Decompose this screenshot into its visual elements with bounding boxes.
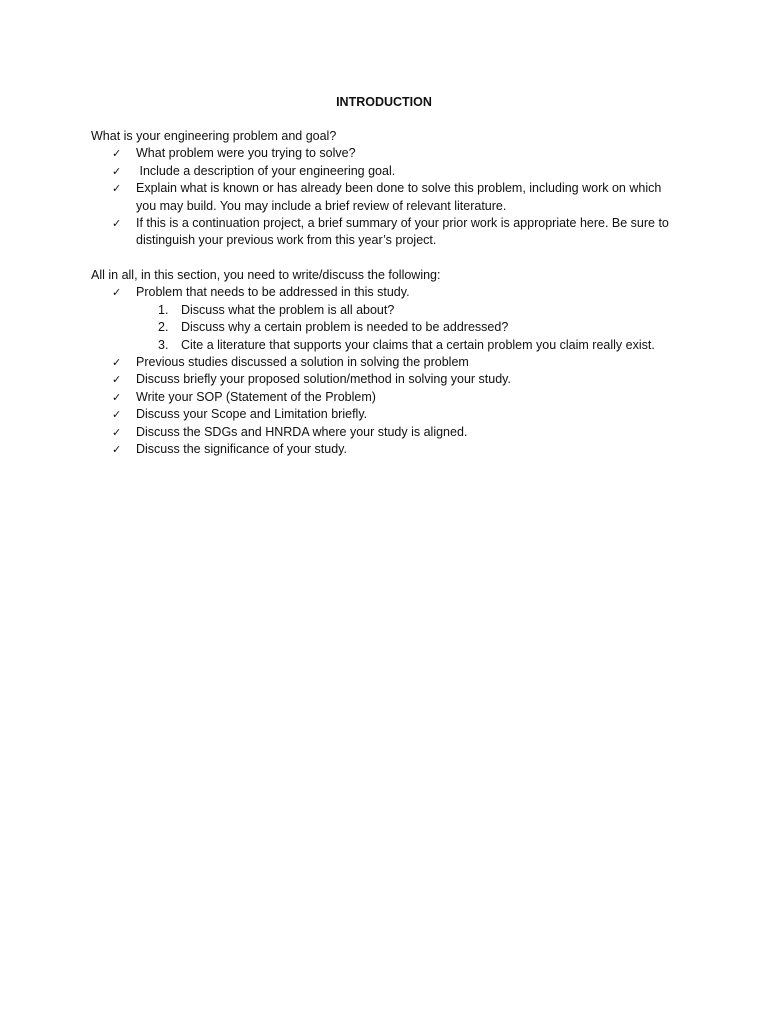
- checklist-item: [91, 163, 691, 180]
- checklist-item: [91, 145, 691, 162]
- section-engineering-problem: [91, 128, 691, 250]
- checkmark-icon: ✓: [112, 373, 122, 387]
- checklist-item: [91, 180, 691, 215]
- checklist-item-text: Problem that needs to be addressed in this study.: [136, 285, 410, 300]
- checkmark-icon: ✓: [112, 390, 122, 404]
- checklist-item-text: What problem were you trying to solve?: [136, 146, 356, 161]
- numbered-list: [91, 302, 691, 354]
- checklist-item: [91, 284, 691, 301]
- checklist-item-text: Write your SOP (Statement of the Problem): [136, 389, 376, 404]
- checklist-item: [91, 215, 691, 250]
- checkmark-icon: ✓: [112, 356, 122, 370]
- checkmark-icon: ✓: [112, 164, 122, 178]
- checklist-item: [91, 406, 691, 423]
- checkmark-icon: ✓: [112, 217, 122, 231]
- checklist-item-text: Discuss your Scope and Limitation briefly.: [136, 407, 368, 422]
- item-number: 2.: [158, 320, 169, 335]
- checkmark-icon: ✓: [112, 182, 122, 196]
- page-title: INTRODUCTION: [336, 95, 432, 109]
- checkmark-icon: ✓: [112, 443, 122, 457]
- checklist-item: [91, 424, 691, 441]
- checklist-item-text: Include a description of your engineering goal.: [136, 163, 396, 178]
- checklist-item: [91, 441, 691, 458]
- checklist-item-text: Discuss the SDGs and HNRDA where your study is aligned.: [136, 424, 468, 439]
- numbered-item-text: Cite a literature that supports your claims that a certain problem you claim really exist.: [181, 337, 655, 352]
- checklist-item-text: Discuss the significance of your study.: [136, 442, 347, 457]
- numbered-item-text: Discuss what the problem is all about?: [181, 302, 395, 317]
- checklist-item-text: Explain what is known or has already been done to solve this problem, including work on which you may build. You may include a brief review of relevant literature.: [136, 181, 662, 213]
- numbered-item-text: Discuss why a certain problem is needed to be addressed?: [181, 320, 509, 335]
- checklist-item-text: If this is a continuation project, a brief summary of your prior work is appropriate here. Be sure to distinguish your previous work from this year’s project.: [136, 216, 669, 248]
- checklist-item: [91, 371, 691, 388]
- numbered-item: [91, 319, 691, 336]
- checklist: [91, 145, 691, 249]
- checklist-item-text: Previous studies discussed a solution in solving the problem: [136, 355, 469, 370]
- section-lead: What is your engineering problem and goal?: [91, 129, 337, 143]
- checklist-item: [91, 354, 691, 371]
- numbered-item: [91, 337, 691, 354]
- checklist-item-text: Discuss briefly your proposed solution/method in solving your study.: [136, 372, 511, 387]
- checklist-item: [91, 389, 691, 406]
- numbered-item: [91, 302, 691, 319]
- section-lead: All in all, in this section, you need to write/discuss the following:: [91, 268, 441, 282]
- checkmark-icon: ✓: [112, 425, 122, 439]
- checkmark-icon: ✓: [112, 147, 122, 161]
- item-number: 1.: [158, 302, 169, 317]
- section-summary-requirements: [91, 267, 691, 458]
- item-number: 3.: [158, 337, 169, 352]
- checklist: [91, 284, 691, 301]
- checklist: [91, 354, 691, 458]
- checkmark-icon: ✓: [112, 286, 122, 300]
- checkmark-icon: ✓: [112, 408, 122, 422]
